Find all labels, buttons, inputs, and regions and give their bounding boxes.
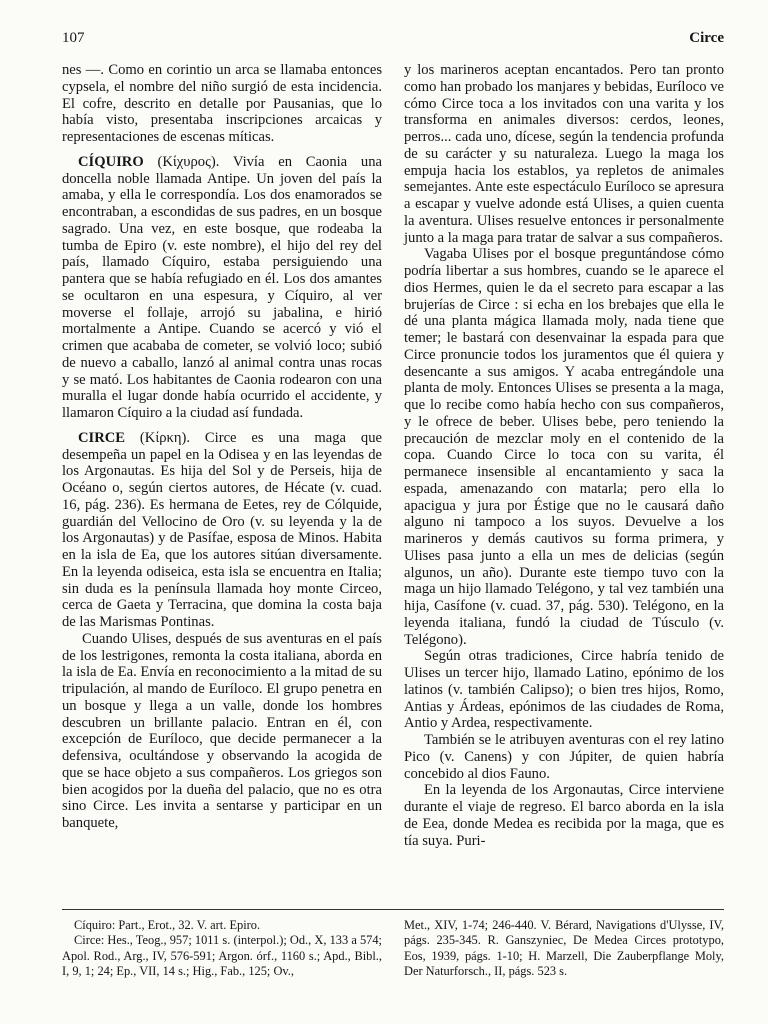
greek-name: (Κίχυρος).	[157, 153, 220, 170]
paragraph: Según otras tradiciones, Circe habría tenido de Ulises un tercer hijo, llamado Latino, epónimo de los latinos (v. también Calipso); o bien tres hijos, Romo, Antias y Árdeas, epónimos de las ciudades de Roma, Antio y Ardea, respectivamente.	[404, 648, 724, 732]
footnote: Cíquiro: Part., Erot., 32. V. art. Epiro.	[74, 918, 261, 932]
paragraph: En la leyenda de los Argonautas, Circe interviene durante el viaje de regreso. El barco aborda en la isla de Eea, donde Medea es recibida por la maga, que es tía suya. Puri-	[404, 782, 724, 849]
greek-name: (Κίρκη).	[139, 429, 191, 446]
entry-circe	[62, 430, 382, 631]
running-title: Circe	[689, 30, 724, 46]
right-column	[404, 62, 724, 898]
paragraph: Vagaba Ulises por el bosque preguntándose cómo podría libertar a sus hombres, cuando se le aparece el dios Hermes, quien le da el secreto para escapar a las brujerías de Circe : si echa en los brebajes que ella le dé una planta mágica llamada moly, nada tiene que temer; le bastará con desenvainar la espada para que Circe pronuncie todos los juramentos que él quiera y desencante a sus amigos. Y acaba entregándole una planta de moly. Entonces Ulises se presenta a la maga, que lo recibe como había hecho con sus compañeros, y le ofrece de beber. Ulises bebe, pero teniendo la precaución de mezclar moly en el contenido de la copa. Cuando Circe lo toca con su varita, él permanece insensible al encantamiento y saca la espada, amenazando con matarla; pero ella lo apacigua y jura por Éstige que no le causará daño alguno ni tampoco a los suyos. Devuelve a los marineros y demás cautivos su forma primera, y Ulises pasa junto a ella un mes de delicias (según algunos, un año). Durante este tiempo tuvo con la maga un hijo llamado Telégono, y tal vez también una hija, Casífone (v. cuad. 37, pág. 530). Telégono, en la leyenda italiana, fundó la ciudad de Túsculo (v. Telégono).	[404, 246, 724, 648]
paragraph: También se le atribuyen aventuras con el rey latino Pico (v. Canens) y con Júpiter, de quien habría concebido al dios Fauno.	[404, 732, 724, 782]
footnotes	[62, 918, 724, 980]
page-number: 107	[62, 30, 85, 46]
footnote: Circe: Hes., Teog., 957; 1011 s. (interpol.); Od., X, 133 a 574; Apol. Rod., Arg., IV, 576-591; Argon. órf., 1160 s.; Apd., Bibl., I, 9, 1; 24; Ep., VII, 14 s.; Hig., Fab., 125; Ov.,	[62, 933, 382, 979]
left-column	[62, 62, 382, 898]
footnote: Met., XIV, 1-74; 246-440. V. Bérard, Navigations d'Ulysse, IV, págs. 235-345. R. Ganszyniec, De Medea Circes prototypo, Eos, 1939, págs. 1-10; H. Marzell, Die Zauberpflange Moly, Der Naturforsch., II, págs. 523 s.	[404, 918, 724, 979]
entry-text: Vivía en Caonia una doncella noble llamada Antipe. Un joven del país la amaba, y ella le correspondía. Los dos enamorados se encontraban, a escondidas de sus padres, en un bosque sagrado. Una vez, en este bosque, que rodeaba la tumba de Epiro (v. este nombre), el hijo del rey del país, llamado Cíquiro, estaba persiguiendo una pantera que se había refugiado en él. Los dos amantes se ocultaron en una espesura, y Cíquiro, al ver moverse el follaje, arrojó su jabalina, e hirió mortalmente a Antipe. Cuando se acercó y vió el crimen que acababa de cometer, se volvió loco; subió de nuevo a caballo, lanzó al animal contra unas rocas y se mató. Los habitantes de Caonia rodearon con una muralla el lugar donde había ocurrido el accidente, y llamaron Cíquiro a la ciudad así fundada.	[62, 153, 382, 421]
headword-ciquiro: CÍQUIRO	[78, 153, 144, 170]
paragraph: Cuando Ulises, después de sus aventuras en el país de los lestrigones, remonta la costa italiana, aborda en la isla de Ea. Envía en reconocimiento a la mitad de su tripulación, al mando de Euríloco. El grupo penetra en un bosque y llega a un valle, donde los hombres descubren un brillante palacio. Entran en él, con excepción de Euríloco, que decide permanecer a la defensiva, ocultándose y observando la acogida de que se hace objeto a sus compañeros. Los griegos son bien acogidos por la dueña del palacio, que no es otra sino Circe. Les invita a sentarse y participar en un banquete,	[62, 630, 382, 831]
running-head	[62, 30, 724, 47]
paragraph: y los marineros aceptan encantados. Pero tan pronto como han probado los manjares y bebidas, Euríloco ve cómo Circe toca a los invitados con una varita y los transforma en animales diversos: cerdos, leones, perros... cada uno, dícese, según la tendencia profunda de su carácter y su naturaleza. Luego la maga los empuja hacia los establos, ya repletos de animales semejantes. Ante este espectáculo Euríloco se apresura a escapar y vuelve adonde está Ulises, a quien cuenta la aventura. Ulises resuelve entonces ir personalmente junto a la maga para tratar de salvar a sus compañeros.	[404, 62, 724, 246]
entry-text: Circe es una maga que desempeña un papel en la Odisea y en las leyendas de los Argonautas. Es hija del Sol y de Perseis, hija de Océano o, según ciertos autores, de Hécate (v. cuad. 16, pág. 236). Es hermana de Eetes, rey de Cólquide, guardián del Vellocino de Oro (v. su leyenda y la de los Argonautas) y de Pasífae, esposa de Minos. Habita en la isla de Ea, que los autores sitúan diversamente. En la leyenda odiseica, esta isla se encuentra en Italia; sin duda es la península llamada hoy monte Circeo, cerca de Gaeta y Terracina, que domina la costa baja de las Marismas Pontinas.	[62, 429, 382, 630]
body-columns	[62, 62, 724, 898]
footnote-divider	[62, 909, 724, 910]
footnote-left-column	[62, 918, 382, 980]
paragraph: nes —. Como en corintio un arca se llamaba entonces cypsela, el nombre del niño surgió de esta incidencia. El cofre, descrito en detalle por Pausanias, que lo había visto, presentaba inscripciones arcaicas y representaciones de escenas míticas.	[62, 62, 382, 145]
footnote-right-column	[404, 918, 724, 980]
entry-ciquiro	[62, 154, 382, 422]
headword-circe: CIRCE	[78, 429, 126, 446]
